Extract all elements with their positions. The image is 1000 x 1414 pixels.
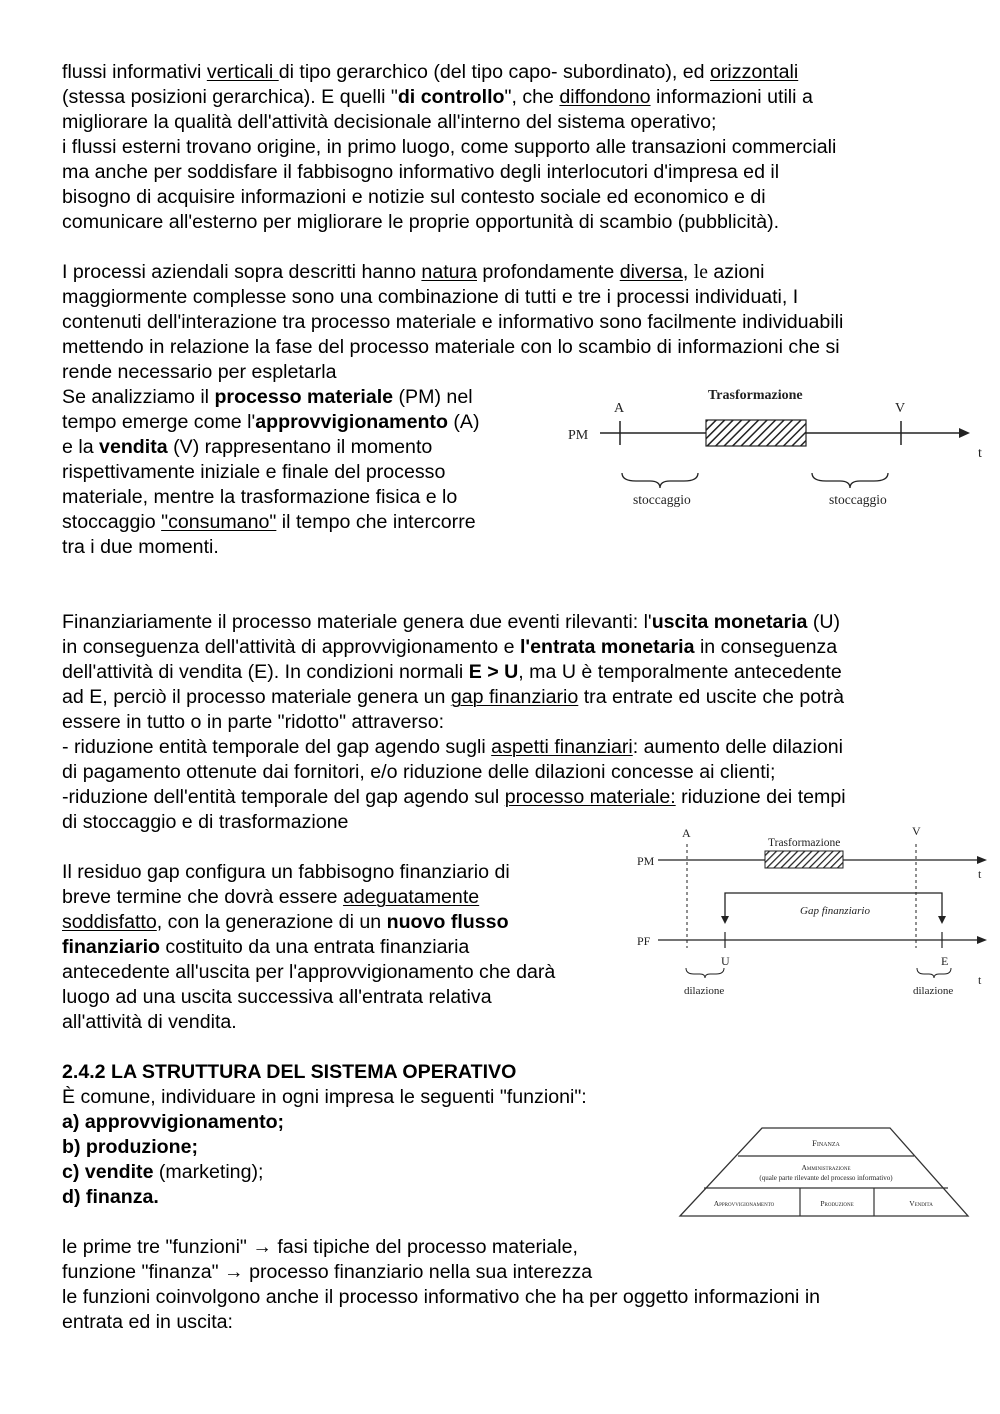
text-line (62, 135, 836, 160)
text-run: contenuti dell'interazione tra processo materiale e informativo sono facilmente individuabili (62, 311, 844, 333)
text-run: funzione "finanza" → processo finanziario nella sua interezza (62, 1261, 593, 1283)
text-line (62, 185, 766, 210)
text-line (62, 885, 479, 910)
text-line (62, 110, 716, 135)
text-run: (U) (807, 611, 841, 633)
text-run: riduzione dei tempi (675, 786, 846, 808)
text-line (62, 935, 469, 960)
text-run: maggiormente complesse sono una combinazione di tutti e tre i processi individuati, I (62, 286, 799, 308)
text-line (62, 785, 846, 810)
text-run: dell'attività di vendita (E). In condizioni normali (62, 661, 469, 683)
gap-start-label: A (682, 826, 691, 840)
underlined-run: diffondono (559, 86, 651, 108)
bold-run: a) approvvigionamento; (62, 1111, 285, 1133)
text-run: È comune, individuare in ogni impresa le seguenti "funzioni": (62, 1086, 587, 1108)
bold-run: 2.4.2 LA STRUTTURA DEL SISTEMA OPERATIVO (62, 1061, 517, 1083)
text-run: Finanziariamente il processo materiale genera due eventi rilevanti: l' (62, 611, 652, 633)
text-line (62, 760, 775, 785)
text-line (62, 260, 765, 285)
bold-run: E > U (468, 661, 519, 683)
gap-delay-brace-right (917, 968, 951, 978)
text-line (62, 1185, 159, 1210)
gap-bracket-arrow-left (721, 916, 729, 924)
text-run: all'attività di vendita. (62, 1011, 237, 1033)
gap-finance-label: Gap finanziario (800, 905, 870, 917)
gap-in-label: E (941, 954, 949, 968)
underlined-run: adeguatamente (342, 886, 480, 908)
text-run: - riduzione entità temporale del gap agendo sugli (62, 736, 492, 758)
text-line (62, 160, 779, 185)
text-run: , (682, 261, 694, 283)
text-run: e la (62, 436, 100, 458)
text-run: in conseguenza (694, 636, 838, 658)
text-run: tra entrate ed uscite che potrà (578, 686, 845, 708)
text-run: ad E, perciò il processo materiale genera un (62, 686, 451, 708)
pyramid-middle-label: Amministrazione (801, 1163, 851, 1172)
text-run: rispettivamente iniziale e finale del processo (62, 461, 446, 483)
text-run: Se analizziamo il (62, 386, 215, 408)
pyramid-bottom-left-label: Approvvigionamento (713, 1199, 775, 1208)
text-run: stoccaggio (62, 511, 162, 533)
text-run: luogo ad una uscita successiva all'entrata relativa (62, 986, 492, 1008)
text-line (62, 210, 779, 235)
text-run: comunicare all'esterno per migliorare le proprie opportunità di scambio (pubblicità). (62, 211, 780, 233)
text-line (62, 60, 798, 85)
pyramid-top-label: Finanza (812, 1138, 840, 1148)
pm-storage-brace-left (622, 473, 698, 488)
bold-run: vendita (99, 436, 168, 458)
text-line (62, 910, 509, 935)
text-run: (PM) nel (393, 386, 473, 408)
text-run: antecedente all'uscita per l'approvvigionamento che darà (62, 961, 556, 983)
underlined-run: gap finanziario (450, 686, 579, 708)
pm-storage-label-right: stoccaggio (829, 492, 887, 507)
text-line (62, 410, 480, 435)
bold-run: nuovo flusso (386, 911, 509, 933)
text-run: ma anche per soddisfare il fabbisogno informativo degli interlocutori d'impresa ed il (62, 161, 780, 183)
text-line (62, 635, 837, 660)
pm-storage-brace-right (812, 473, 888, 488)
text-line (62, 310, 843, 335)
underlined-run: processo materiale: (504, 786, 676, 808)
text-run: flussi informativi (62, 61, 207, 83)
gap-end-label: V (912, 824, 921, 838)
text-line (62, 735, 843, 760)
pm-storage-label-left: stoccaggio (633, 492, 691, 507)
text-line (62, 985, 492, 1010)
text-line (62, 660, 842, 685)
gap-transformation-bar (765, 851, 843, 868)
text-run: entrata ed in uscita: (62, 1311, 234, 1333)
gap-delay-brace-left (686, 968, 724, 978)
pm-time-label: t (978, 446, 982, 461)
text-run: I processi aziendali sopra descritti hanno (62, 261, 422, 283)
text-run: tempo emerge come l' (62, 411, 256, 433)
underlined-run: orizzontali (710, 61, 799, 83)
text-run: migliorare la qualità dell'attività decisionale all'interno del sistema operativo; (62, 111, 717, 133)
text-run: mettendo in relazione la fase del processo materiale con lo scambio di informazioni che si (62, 336, 840, 358)
text-line (62, 1160, 263, 1185)
text-line (62, 335, 840, 360)
text-run: costituito da una entrata finanziaria (159, 936, 470, 958)
underlined-run: soddisfatto (62, 911, 157, 933)
text-line (62, 1135, 198, 1160)
text-run: Il residuo gap configura un fabbisogno finanziario di (62, 861, 510, 883)
pm-timeline-diagram (560, 380, 1000, 520)
underlined-run: "consumano" (161, 511, 277, 533)
text-run: materiale, mentre la trasformazione fisica e lo (62, 486, 458, 508)
gap-diagram (630, 820, 1000, 1005)
underlined-run: natura (421, 261, 477, 283)
bold-run: di controllo (397, 86, 505, 108)
text-line (62, 435, 432, 460)
text-line (62, 1285, 820, 1310)
text-run: il tempo che intercorre (276, 511, 476, 533)
gap-transformation-label: Trasformazione (768, 837, 841, 849)
gap-delay-label-right: dilazione (913, 985, 954, 997)
text-line (62, 1110, 284, 1135)
text-run: (V) rappresentano il momento (167, 436, 433, 458)
pm-start-label: A (614, 401, 625, 416)
pm-transformation-label: Trasformazione (708, 388, 803, 403)
text-run: breve termine che dovrà essere (62, 886, 343, 908)
serif-run: le (693, 262, 708, 283)
text-line (62, 1260, 592, 1285)
gap-delay-label-left: dilazione (684, 985, 725, 997)
text-line (62, 685, 844, 710)
text-line (62, 510, 476, 535)
functions-pyramid (676, 1124, 976, 1224)
text-run: , ma U è temporalmente antecedente (518, 661, 842, 683)
text-run: profondamente (476, 261, 620, 283)
bold-run: approvvigionamento (255, 411, 448, 433)
text-line (62, 610, 840, 635)
text-run: azioni (707, 261, 765, 283)
gap-pf-axis-label: PF (637, 934, 651, 948)
text-line (62, 285, 798, 310)
text-line (62, 385, 473, 410)
text-line (62, 810, 348, 835)
text-line (62, 1010, 237, 1035)
gap-bracket-arrow-right (938, 916, 946, 924)
text-run: : aumento delle dilazioni (632, 736, 843, 758)
pm-transformation-bar (706, 420, 806, 446)
gap-pm-axis-label: PM (637, 854, 655, 868)
gap-time-label-top: t (978, 867, 982, 881)
bold-run: c) vendite (62, 1161, 154, 1183)
text-run: le prime tre "funzioni" → fasi tipiche del processo materiale, (62, 1236, 578, 1258)
text-run: di stoccaggio e di trasformazione (62, 811, 349, 833)
text-run: ", che (504, 86, 560, 108)
bold-run: processo materiale (214, 386, 394, 408)
text-line (62, 1085, 587, 1110)
gap-pf-arrow (977, 936, 987, 944)
text-run: , con la generazione di un (156, 911, 387, 933)
text-line (62, 710, 444, 735)
text-run: di pagamento ottenute dai fornitori, e/o riduzione delle dilazioni concesse ai clienti; (62, 761, 776, 783)
text-line (62, 360, 336, 385)
text-run: (marketing); (153, 1161, 264, 1183)
text-line (62, 85, 813, 110)
bold-run: b) produzione; (62, 1136, 199, 1158)
text-line (62, 860, 510, 885)
text-run: i flussi esterni trovano origine, in primo luogo, come supporto alle transazioni commerciali (62, 136, 837, 158)
text-line (62, 1310, 233, 1335)
text-line (62, 460, 445, 485)
text-run: di tipo gerarchico (del tipo capo- subordinato), ed (278, 61, 710, 83)
underlined-run: diversa (619, 261, 683, 283)
pm-end-label: V (895, 401, 906, 416)
text-line (62, 960, 555, 985)
text-line (62, 535, 219, 560)
text-run: tra i due momenti. (62, 536, 219, 558)
bold-run: l'entrata monetaria (519, 636, 695, 658)
bold-run: finanziario (62, 936, 160, 958)
bold-run: uscita monetaria (651, 611, 808, 633)
text-line (62, 1235, 578, 1260)
text-run: rende necessario per espletarla (62, 361, 337, 383)
text-run: -riduzione dell'entità temporale del gap agendo sul (62, 786, 505, 808)
text-run: essere in tutto o in parte "ridotto" attraverso: (62, 711, 445, 733)
pyramid-middle-sublabel: (quale parte rilevante del processo informativo) (759, 1174, 893, 1182)
underlined-run: aspetti finanziari (491, 736, 633, 758)
text-run: in conseguenza dell'attività di approvvigionamento e (62, 636, 520, 658)
pyramid-bottom-right-label: Vendita (909, 1199, 933, 1208)
pm-axis-arrow (959, 428, 970, 438)
gap-out-label: U (721, 954, 730, 968)
text-run: bisogno di acquisire informazioni e notizie sul contesto sociale ed economico e di (62, 186, 766, 208)
pyramid-bottom-center-label: Produzione (820, 1199, 854, 1208)
underlined-run: verticali (206, 61, 279, 83)
text-run: (A) (447, 411, 480, 433)
text-run: (stessa posizioni gerarchica). E quelli " (62, 86, 398, 108)
gap-pm-arrow (977, 856, 987, 864)
bold-run: d) finanza. (62, 1186, 159, 1208)
text-run: informazioni utili a (650, 86, 813, 108)
text-line (62, 1060, 516, 1085)
gap-time-label-bottom: t (978, 973, 982, 987)
pm-axis-label: PM (568, 428, 589, 443)
text-line (62, 485, 457, 510)
text-run: le funzioni coinvolgono anche il processo informativo che ha per oggetto informazioni in (62, 1286, 821, 1308)
